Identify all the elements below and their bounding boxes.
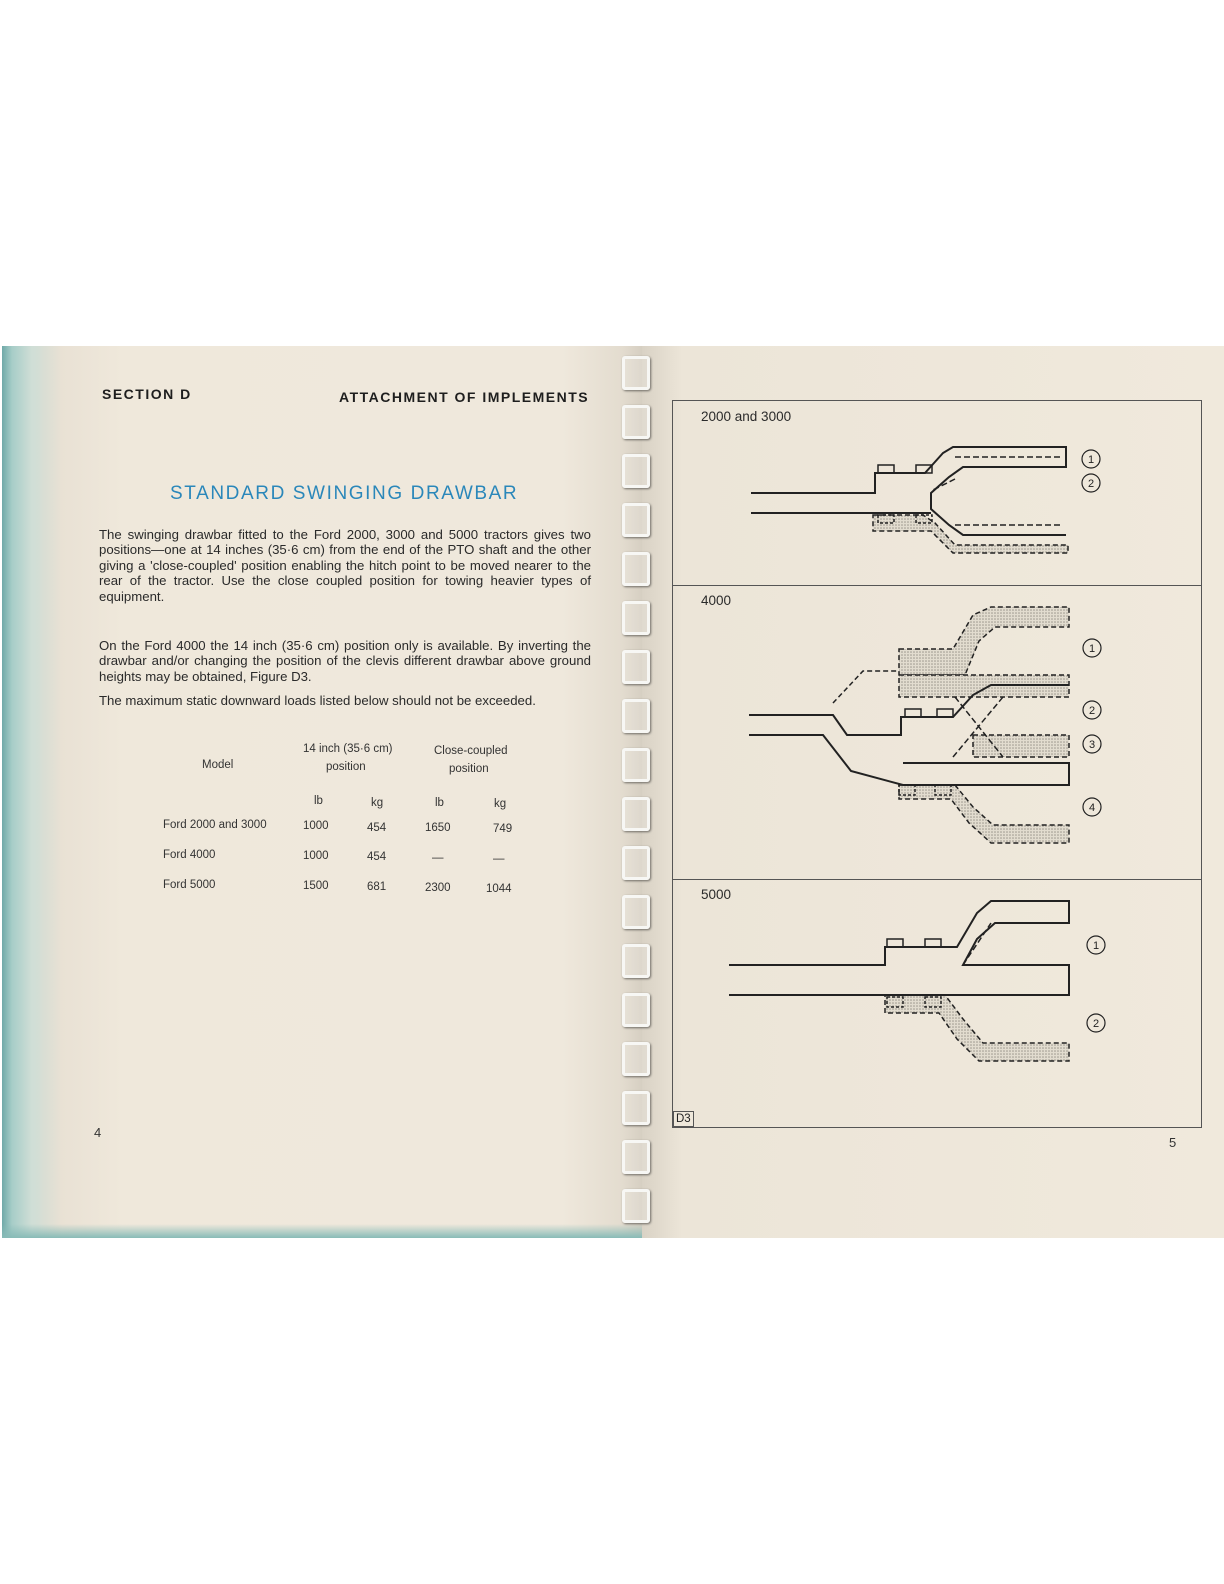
section-label: SECTION D — [102, 386, 192, 402]
binding-coil — [622, 895, 650, 929]
panel-5000 — [673, 879, 1201, 1127]
table-row-model: Ford 5000 — [163, 879, 216, 891]
drawbar-diagram — [673, 879, 1201, 1127]
table-cell: 1044 — [486, 883, 512, 895]
page-number-right: 5 — [1169, 1135, 1177, 1150]
unit-lb-14: lb — [314, 795, 323, 807]
binding-coil — [622, 1091, 650, 1125]
table-cell: 1650 — [425, 822, 451, 834]
table-cell: 1000 — [303, 820, 329, 832]
panel-4000 — [673, 585, 1201, 880]
drawbar-diagram — [673, 585, 1201, 879]
book-spread — [2, 346, 1224, 1238]
binding-coil — [622, 748, 650, 782]
drawbar-diagram — [673, 401, 1201, 585]
unit-kg-cc: kg — [494, 798, 507, 810]
panel-2000-3000 — [673, 401, 1201, 586]
binding-coil — [622, 1042, 650, 1076]
table-cell: 749 — [493, 823, 513, 835]
callout-2 — [1087, 1014, 1105, 1032]
binding-coil — [622, 503, 650, 537]
page-number-left: 4 — [94, 1125, 102, 1140]
callout-2 — [1082, 474, 1100, 492]
binding-coil — [622, 1140, 650, 1174]
paragraph-1: The swinging drawbar fitted to the Ford 2000, 3000 and 5000 tractors gives two positions—one at 14 inches (35·6 cm) from the end of the PTO shaft and the other giving a 'close-coupled' position enabling the hitch point to be moved nearer to the rear of the tractor. Use the close coupled position for towing heavier types of equipment. — [99, 527, 591, 604]
spiral-binding — [614, 346, 654, 1238]
svg-text:1: 1 — [1088, 643, 1096, 655]
figure-tag: D3 — [673, 1111, 694, 1127]
page-heading: STANDARD SWINGING DRAWBAR — [170, 483, 519, 504]
table-cell: 454 — [367, 822, 387, 834]
table-header-model: Model — [202, 759, 234, 771]
binding-coil — [622, 699, 650, 733]
svg-text:1: 1 — [1092, 940, 1100, 952]
svg-text:2: 2 — [1087, 478, 1095, 490]
binding-coil — [622, 405, 650, 439]
table-header-14inch: 14 inch (35·6 cm) — [303, 743, 393, 755]
table-cell: 2300 — [425, 882, 451, 894]
binding-coil — [622, 356, 650, 390]
callout-1 — [1087, 936, 1105, 954]
binding-coil — [622, 601, 650, 635]
table-header-close: Close-coupled — [434, 745, 508, 757]
panel-label: 5000 — [701, 887, 732, 902]
table-cell: — — [493, 853, 505, 865]
binding-coil — [622, 650, 650, 684]
left-page — [2, 346, 642, 1238]
binding-coil — [622, 846, 650, 880]
binding-coil — [622, 944, 650, 978]
paragraph-3: The maximum static downward loads listed below should not be exceeded. — [99, 693, 536, 708]
svg-text:4: 4 — [1088, 802, 1096, 814]
table-cell: 1000 — [303, 850, 329, 862]
callout-4 — [1083, 798, 1101, 816]
callout-3 — [1083, 735, 1101, 753]
figure-d3 — [672, 400, 1202, 1128]
table-cell: 681 — [367, 881, 387, 893]
panel-label: 2000 and 3000 — [701, 409, 792, 424]
table-cell: 454 — [367, 851, 387, 863]
binding-coil — [622, 993, 650, 1027]
panel-label: 4000 — [701, 593, 732, 608]
binding-coil — [622, 454, 650, 488]
table-header-14inch-sub: position — [326, 761, 366, 773]
table-cell: 1500 — [303, 880, 329, 892]
svg-text:3: 3 — [1088, 739, 1096, 751]
table-row-model: Ford 4000 — [163, 849, 216, 861]
table-row-model: Ford 2000 and 3000 — [163, 819, 267, 831]
callout-1 — [1082, 450, 1100, 468]
binding-coil — [622, 1189, 650, 1223]
section-title: ATTACHMENT OF IMPLEMENTS — [339, 389, 590, 405]
unit-lb-cc: lb — [435, 797, 444, 809]
callout-1 — [1083, 639, 1101, 657]
unit-kg-14: kg — [371, 797, 384, 809]
table-header-close-sub: position — [449, 763, 489, 775]
binding-coil — [622, 797, 650, 831]
svg-text:2: 2 — [1088, 705, 1096, 717]
paragraph-2: On the Ford 4000 the 14 inch (35·6 cm) position only is available. By inverting the drawbar and/or changing the position of the clevis different drawbar above ground heights may be obtained, Figure D3. — [99, 638, 591, 684]
svg-text:2: 2 — [1092, 1018, 1100, 1030]
binding-coil — [622, 552, 650, 586]
table-cell: — — [432, 852, 444, 864]
callout-2 — [1083, 701, 1101, 719]
svg-text:1: 1 — [1087, 454, 1095, 466]
